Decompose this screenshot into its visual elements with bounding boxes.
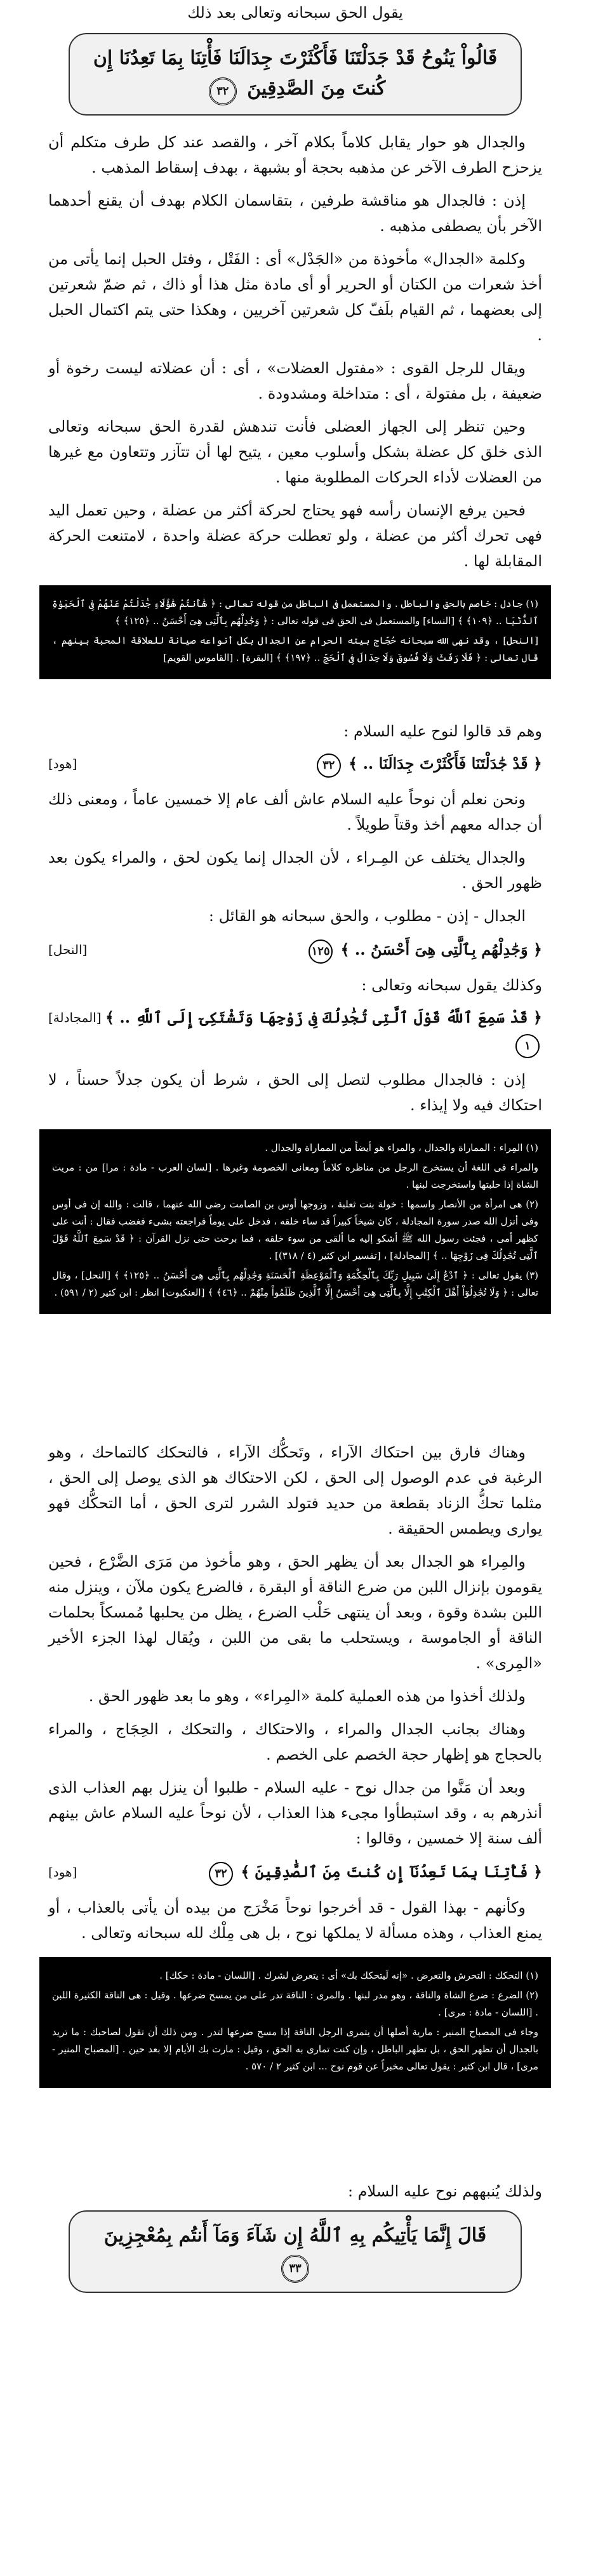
footnotes-box (39, 1957, 551, 2088)
footnotes-box (39, 1129, 551, 1314)
verse-line (48, 936, 542, 964)
paragraph: ونحن نعلم أن نوحاً عليه السلام عاش ألف عام إلا خمسين عاماً ، ومعنى ذلك أن جداله معهم أخذ وقتاً طويلاً . (48, 790, 542, 833)
footnote: (١) التحكك : التحرش والتعرض . «إنه لَيتحكك بك» أى : يتعرض لشرك . [اللسان - مادة : حكك] . (159, 1970, 538, 1981)
verse-text: قَالَ إِنَّمَا يَأْتِيكُم بِهِ ٱللَّهُ إِن شَآءَ وَمَآ أَنتُم بِمُعْجِزِينَ (103, 2224, 487, 2247)
footnote: [النحل] ، وقد نهى الله سبحانه حُجّاج بيته الحرام عن الجدال بكل أنواعه صيانة للعلاقة المحبة بينهم ، قال تعالى : ﴿ فَلَا رَفَثَ وَلَا فُسُوقَ وَلَا جِدَالَ فِى ٱلْحَجِّ .. ﴿١٩٧﴾ ﴾ [البقرة] . [القاموس القويم] (52, 635, 538, 663)
surah-tag: [المجادلة] (48, 1010, 102, 1025)
page-1 (30, 0, 560, 682)
paragraph: فحين يرفع الإنسان رأسه فهو يحتاج لحركة أكثر من عضلة ، وحين تعمل اليد فهى تحرك أكثر من عضلة ، ولو تعطلت حركة عضلة واحدة ، لامتنعت الحركة المقابلة لها . (48, 501, 542, 570)
paragraph: والجدال هو حوار يقابل كلاماً بكلام آخر ، والقصد عند كل طرف متكلم أن يزحزح الطرف الآخر عن مذهبه بحجة أو بشبهة ، بهدف إسقاط المذهب . (48, 133, 542, 176)
paragraph: والمِراء هو الجدال بعد أن يظهر الحق ، وهو مأخوذ من مَرَى الضَّرْع ، فحين يقومون بإنزال اللبن من ضرع الناقة أو البقرة ، فالضرع يكون ملآن ، وينزل منه اللبن بشدة وقوة ، وبعد أن ينتهى حَلْب الضرع ، يظل من يحلبها مُمسكاً بحلمات الناقة أو الجاموسة ، ويستحلب ما بقى من اللبن ، ويُقال لهذا الجزء الأخير «المِرى» . (48, 1553, 542, 1672)
verse-text: قَالُواْ يَنُوحُ قَدْ جَدَلْتَنَا فَأَكْثَرْتَ جِدَالَنَا فَأْتِنَا بِمَا تَعِدُنَا إِن كُنتَ مِنَ الصَّدِقِينَ (93, 47, 498, 100)
paragraph: وحين تنظر إلى الجهاز العضلى فأنت تندهش لقدرة الحق سبحانه وتعالى الذى خلق كل عضلة بشكل وأسلوب معين ، يتيح لها أن تتآزر وتتعاون مع غيرها من العضلات لأداء الحركات المطلوبة منها . (48, 418, 542, 486)
footnote: والمراء فى اللغة أن يستخرج الرجل من مناظره كلاماً ومعانى الخصومة وغيرها . [لسان العرب - مادة : مرا] من : مريت الشاة إذا حلبتها واستخرجت لبنها . (52, 1162, 538, 1190)
verse-number: ٣٢ (317, 754, 341, 778)
verse-number: ٣٣ (281, 2255, 309, 2283)
intro-text: وهم قد قالوا لنوح عليه السلام : (343, 722, 542, 740)
verse-text: ﴿ وَجَٰدِلْهُم بِٱلَّتِى هِىَ أَحْسَنُ .. ﴾ (340, 940, 542, 959)
footnote: (١) المِراء : المماراة والجدال ، والمراء هو أيضاً من المماراة والجدال . (265, 1142, 538, 1153)
paragraph: وبعد أن مَنَّوا من جدال نوح - عليه السلام - طلبوا أن ينزل بهم العذاب الذى أنذرهم به ، وقد استبطأوا مجىء هذا العذاب ، لأن نوحاً عليه السلام عاش بينهم ألف سنة إلا خمسين ، وقالوا : (48, 1779, 542, 1847)
page-2 (30, 710, 560, 1409)
surah-tag: [النحل] (48, 942, 88, 957)
footnote: (١) جادل : خاصم بالحق والباطل . والمستعمل فى الباطل من قوله تعالى : ﴿ هَٰأَنتُمْ هَٰؤُلَاءِ جَٰدَلْتُمْ عَنْهُمْ فِى ٱلْحَيَوٰةِ ٱلدُّنْيَا .. ﴿١٠٩﴾ ﴾ [النساء] والمستعمل فى الحق فى قوله تعالى : ﴿ وَجَٰدِلْهُم بِٱلَّتِى هِىَ أَحْسَنُ .. ﴿١٢٥﴾ ﴾ (52, 598, 538, 627)
paragraph: وهناك فارق بين احتكاك الآراء ، وتَحكُّك الآراء ، فالتحكك كالتماحك ، وهو الرغبة فى عدم الوصول إلى الحق ، لكن الاحتكاك هو الذى يوصل إلى الحق ، مثلما تحكُّ الزناد بقطعة من حديد فتولد الشرر لترى الحق ، أما التحكُّك فهو يوارى ويطمس الحقيقة . (48, 1444, 543, 1537)
footnote: وجاء فى المصباح المنير : مارية أصلها أن يتمرى الرجل الناقة إذا مسح ضرعها لتدر . ومن ذلك أن تقول لصاحبك : ما تريد بالجدال أن تظهر الحق ، بل تظهر الباطل ، وإن كنت تمارى به الحق ، وقيل : مارت بك الأيام إلا بعد حين . [المصباح المنير - مرى] ، قال ابن كثير : يقول تعالى مخبراً عن قوم نوح ... ابن كثير ٢ / ٥٧٠ . (52, 2026, 538, 2072)
top-text: يقول الحق سبحانه وتعالى بعد ذلك (187, 4, 403, 22)
paragraph: ولذلك أخذوا من هذه العملية كلمة «المِراء» ، وهو ما بعد ظهور الحق . (88, 1687, 526, 1705)
paragraph: الجدال - إذن - مطلوب ، والحق سبحانه هو القائل : (208, 907, 526, 925)
verse-number: ٣٢ (209, 1862, 233, 1886)
verse-banner (69, 33, 522, 116)
paragraph: إذن : فالجدال مطلوب لتصل إلى الحق ، شرط أن يكون جدلاً حسناً ، لا احتكاك فيه ولا إيذاء . (48, 1071, 542, 1114)
verse-line (48, 750, 542, 778)
paragraph: ويقال للرجل القوى : «مفتول العضلات» ، أى : أن عضلاته ليست رخوة أو ضعيفة ، بل مفتولة ، أى : متداخلة ومشدودة . (48, 359, 542, 402)
paragraph: وكأنهم - بهذا القول - قد أخرجوا نوحاً مَخْرَج من بيده أن يأتى بالعذاب ، أو يمنع العذاب ، وهذه مسألة لا يملكها نوح ، بل هى مِلْك لله سبحانه وتعالى . (48, 1899, 542, 1942)
verse-number: ١ (515, 1034, 540, 1058)
verse-number: ١٢٥ (309, 939, 333, 964)
footnote: (٣) يقول تعالى : ﴿ ٱدْعُ إِلَىٰ سَبِيلِ رَبِّكَ بِٱلْحِكْمَةِ وَٱلْمَوْعِظَةِ ٱلْحَسَنَةِ وَجَٰدِلْهُم بِٱلَّتِى هِىَ أَحْسَنُ .. ﴿١٢٥﴾ ﴾ [النحل] ، وقال تعالى : ﴿ وَلَا تُجَٰدِلُوٓاْ أَهْلَ ٱلْكِتَٰبِ إِلَّا بِٱلَّتِى هِىَ أَحْسَنُ إِلَّا ٱلَّذِينَ ظَلَمُواْ مِنْهُمْ .. ﴿٤٦﴾ ﴾ [العنكبوت] انظر : ابن كثير (٢ / ٥٩١) . (52, 1270, 539, 1298)
intro-text: ولذلك يُنبههم نوح عليه السلام : (347, 2182, 542, 2200)
paragraph: وهناك بجانب الجدال والمراء ، والاحتكاك ، والتحكك ، الحِجَاج ، والمراء بالحجاج هو إظهار حجة الخصم على الخصم . (48, 1720, 542, 1763)
surah-tag: [هود] (48, 756, 77, 771)
paragraph: والجدال يختلف عن المِـراء ، لأن الجدال إنما يكون لحق ، والمراء يكون بعد ظهور الحق . (48, 849, 542, 892)
page-4 (30, 2170, 560, 2297)
verse-number: ٣٢ (209, 77, 237, 105)
verse-line (48, 1004, 542, 1058)
footnotes-box (39, 585, 551, 679)
mid-text: وكذلك يقول سبحانه وتعالى : (361, 976, 542, 994)
verse-text: ﴿ فَأْتِنَا بِمَا تَعِدُنَآ إِن كُنتَ مِنَ ٱلصَّٰدِقِينَ ﴾ (241, 1862, 542, 1881)
surah-tag: [هود] (48, 1864, 77, 1880)
paragraph: إذن : فالجدال هو مناقشة طرفين ، بتقاسمان الكلام بهدف أن يقنع أحدهما الآخر بأن يصطفى مذهبه . (48, 192, 542, 235)
verse-text: ﴿ قَدْ جَٰدَلْتَنَا فَأَكْثَرْتَ جِدَالَنَا .. ﴾ (349, 754, 542, 773)
page-3 (30, 1430, 560, 2157)
paragraph: وكلمة «الجدال» مأخوذة من «الجَدْل» أى : الفَتْل ، وفتل الحبل إنما يأتى من أخذ شعرات من الكتان أو الحرير أو أى مادة مثل هذا أو ذاك ، ثم ضمّ شعرتين إلى بعضهما ، ثم القيام بلَفّ كل شعرتين آخريين ، وهكذا حتى يتم اكتمال الحبل . (48, 250, 542, 344)
verse-line (48, 1859, 542, 1886)
verse-text: ﴿ قَدْ سَمِعَ ٱللَّهُ قَوْلَ ٱلَّتِى تُجَٰدِلُكَ فِى زَوْجِهَا وَتَشْتَكِىٓ إِلَى ٱللَّهِ .. ﴾ (105, 1008, 542, 1026)
footnote: (٢) هى امرأة من الأنصار واسمها : خولة بنت ثعلبة ، وزوجها أوس بن الصامت رضى الله عنهما ، قالت : والله إن فى أوس وفى أنزل الله صدر سورة المجادلة ، كان شيخاً كبيراً قد ساء خلقه ، فدخل على يوماً فراجعته بشىء فغضب فقال : أنت على كظهر أمى ، فجئت رسول الله ﷺ أشكو إليه ما ألقى من سوء خلقه ، فما برحت حتى نزل القرآن : ﴿ قَدْ سَمِعَ ٱللَّهُ قَوْلَ ٱلَّتِى تُجَٰدِلُكَ فِى زَوْجِهَا .. ﴾ [المجادلة] ، [تفسير ابن كثير (٤ / ٣١٨)] . (52, 1198, 538, 1261)
footnote: (٢) الضرع : ضرع الشاة والناقة ، وهو مدر لبنها . والمرى : الناقة تدر على من يمسح ضرعها . وقيل : هى الناقة الكثيرة اللبن . [اللسان - مادة : مرى] . (52, 1989, 538, 2018)
verse-banner (69, 2210, 522, 2293)
